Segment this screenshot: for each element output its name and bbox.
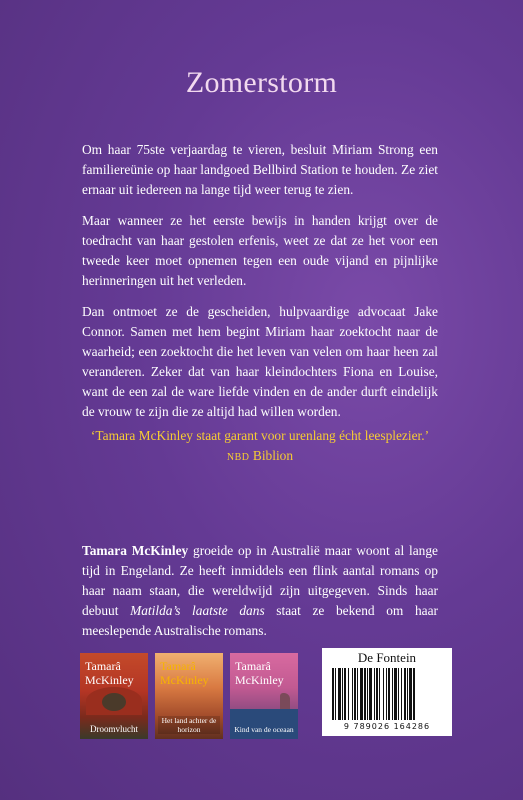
book-title-label: Het land achter de horizon <box>158 716 220 734</box>
tree-illustration <box>102 693 126 711</box>
sea-illustration <box>230 709 298 739</box>
quote-source-prefix: NBD <box>226 452 250 463</box>
other-books <box>80 653 300 739</box>
book-title-label: Kind van de oceaan <box>234 725 294 734</box>
author-name: Tamara McKinley <box>82 543 189 558</box>
bio-text-2: staat ze bekend om haar meeslepende Australische romans. <box>82 603 439 638</box>
blurb-paragraph-2: Maar wanneer ze het eerste bewijs in handen krijgt over de toedracht van haar gestolen erfenis, weet ze dat ze het voor een tweede keer moet opnemen tegen een oude vijand en pijnlijke herinneringen uit het verleden. <box>82 213 438 288</box>
book-title-label: Droomvlucht <box>90 724 138 734</box>
book-cover-het-land <box>155 653 223 739</box>
book-cover-droomvlucht <box>80 653 148 739</box>
barcode-box <box>322 648 452 736</box>
book-author: Tamarâ McKinley <box>160 659 209 687</box>
blurb-paragraph-1: Om haar 75ste verjaardag te vieren, besluit Miriam Strong een familiereünie op haar landgoed Bellbird Station te houden. Ze ziet ernaar uit iedereen na lange tijd weer terug te zien. <box>82 142 438 197</box>
quote-source <box>60 446 460 468</box>
author-bio <box>82 541 438 641</box>
quote-source-name: Biblion <box>252 448 294 463</box>
book-cover-kind-van-de-oceaan <box>230 653 298 739</box>
barcode-icon <box>330 668 444 724</box>
book-author: Tamarâ McKinley <box>85 659 134 687</box>
isbn-number: 9 789026 164286 <box>343 722 431 731</box>
review-quote <box>60 426 460 468</box>
publisher-name: De Fontein <box>357 650 417 665</box>
bio-text-1: groeide op in Australië maar woont al lange tijd in Engeland. Ze heeft inmiddels een flink aantal romans op haar naam staan, die wereldwijd zijn uitgegeven. Sinds haar debuut <box>82 543 438 618</box>
quote-text: ‘Tamara McKinley staat garant voor urenlang écht leesplezier.’ <box>90 428 430 443</box>
blurb-paragraph-3: Dan ontmoet ze de gescheiden, hulpvaardige advocaat Jake Connor. Samen met hem begint Miriam haar zoektocht naar de waarheid; een zoektocht die het leven van velen om haar heen zal veranderen. Zeker dat van haar kleindochters Fiona en Louise, want de een zal de ware liefde vinden en de ander durft eindelijk de vrouw te zijn die ze altijd had willen worden. <box>82 304 438 419</box>
book-author: Tamarâ McKinley <box>235 659 284 687</box>
debut-title: Matilda’s laatste dans <box>130 603 265 618</box>
book-title: Zomerstorm <box>185 66 338 99</box>
